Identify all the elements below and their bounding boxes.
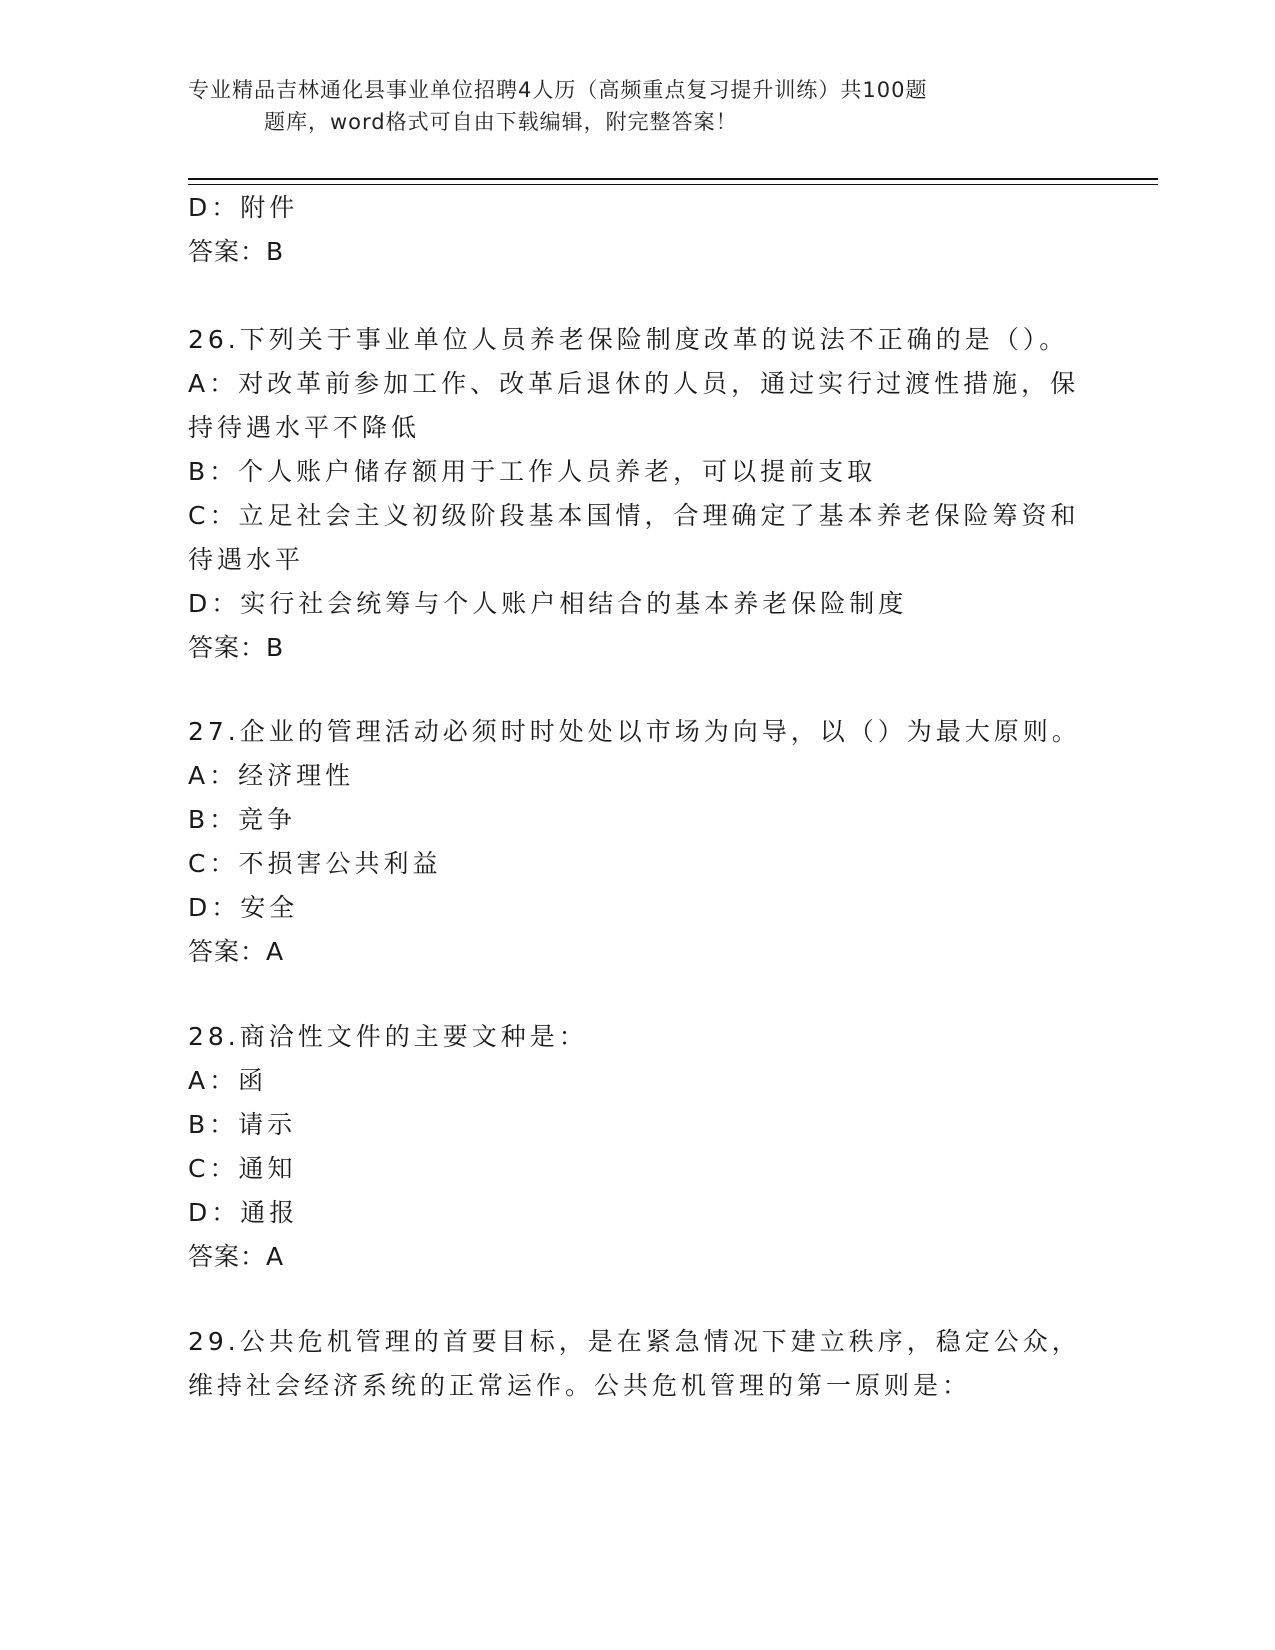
q28-answer: 答案：A	[188, 1242, 285, 1271]
q27-option-c: C：不损害公共利益	[188, 849, 442, 878]
header-title-line-1: 专业精品吉林通化县事业单位招聘4人历（高频重点复习提升训练）共100题	[188, 78, 928, 102]
q27-option-d: D：安全	[188, 893, 299, 922]
q26-answer: 答案：B	[188, 633, 285, 662]
q27-option-a: A：经济理性	[188, 761, 355, 790]
q26-option-d: D：实行社会统筹与个人账户相结合的基本养老保险制度	[188, 589, 908, 618]
q28-option-b: B：请示	[188, 1110, 297, 1139]
q29-stem-line-2: 维持社会经济系统的正常运作。公共危机管理的第一原则是：	[188, 1371, 972, 1400]
prev-answer: 答案：B	[188, 237, 285, 266]
q29-stem-line-1: 29.公共危机管理的首要目标，是在紧急情况下建立秩序，稳定公众，	[188, 1327, 1081, 1356]
q28-option-d: D：通报	[188, 1198, 299, 1227]
q27-answer: 答案：A	[188, 937, 285, 966]
q26-option-a-line-2: 持待遇水平不降低	[188, 413, 421, 442]
prev-option-d: D：附件	[188, 193, 299, 222]
document-header	[188, 74, 1068, 138]
q26-option-c-line-1: C：立足社会主义初级阶段基本国情，合理确定了基本养老保险筹资和	[188, 501, 1080, 530]
q26-stem: 26.下列关于事业单位人员养老保险制度改革的说法不正确的是（）。	[188, 325, 1069, 354]
q26-option-a-line-1: A：对改革前参加工作、改革后退休的人员，通过实行过渡性措施，保	[188, 369, 1080, 398]
header-title-line-2: 题库，word格式可自由下载编辑，附完整答案！	[264, 110, 738, 134]
q28-stem: 28.商洽性文件的主要文种是：	[188, 1022, 588, 1051]
header-divider-thin	[188, 184, 1158, 185]
q28-option-c: C：通知	[188, 1154, 297, 1183]
header-divider-thick	[188, 178, 1158, 180]
q26-option-b: B：个人账户储存额用于工作人员养老，可以提前支取	[188, 457, 877, 486]
q27-stem: 27.企业的管理活动必须时时处处以市场为向导，以（）为最大原则。	[188, 717, 1081, 746]
q28-option-a: A：函	[188, 1066, 268, 1095]
q27-option-b: B：竞争	[188, 805, 297, 834]
q26-option-c-line-2: 待遇水平	[188, 545, 305, 574]
